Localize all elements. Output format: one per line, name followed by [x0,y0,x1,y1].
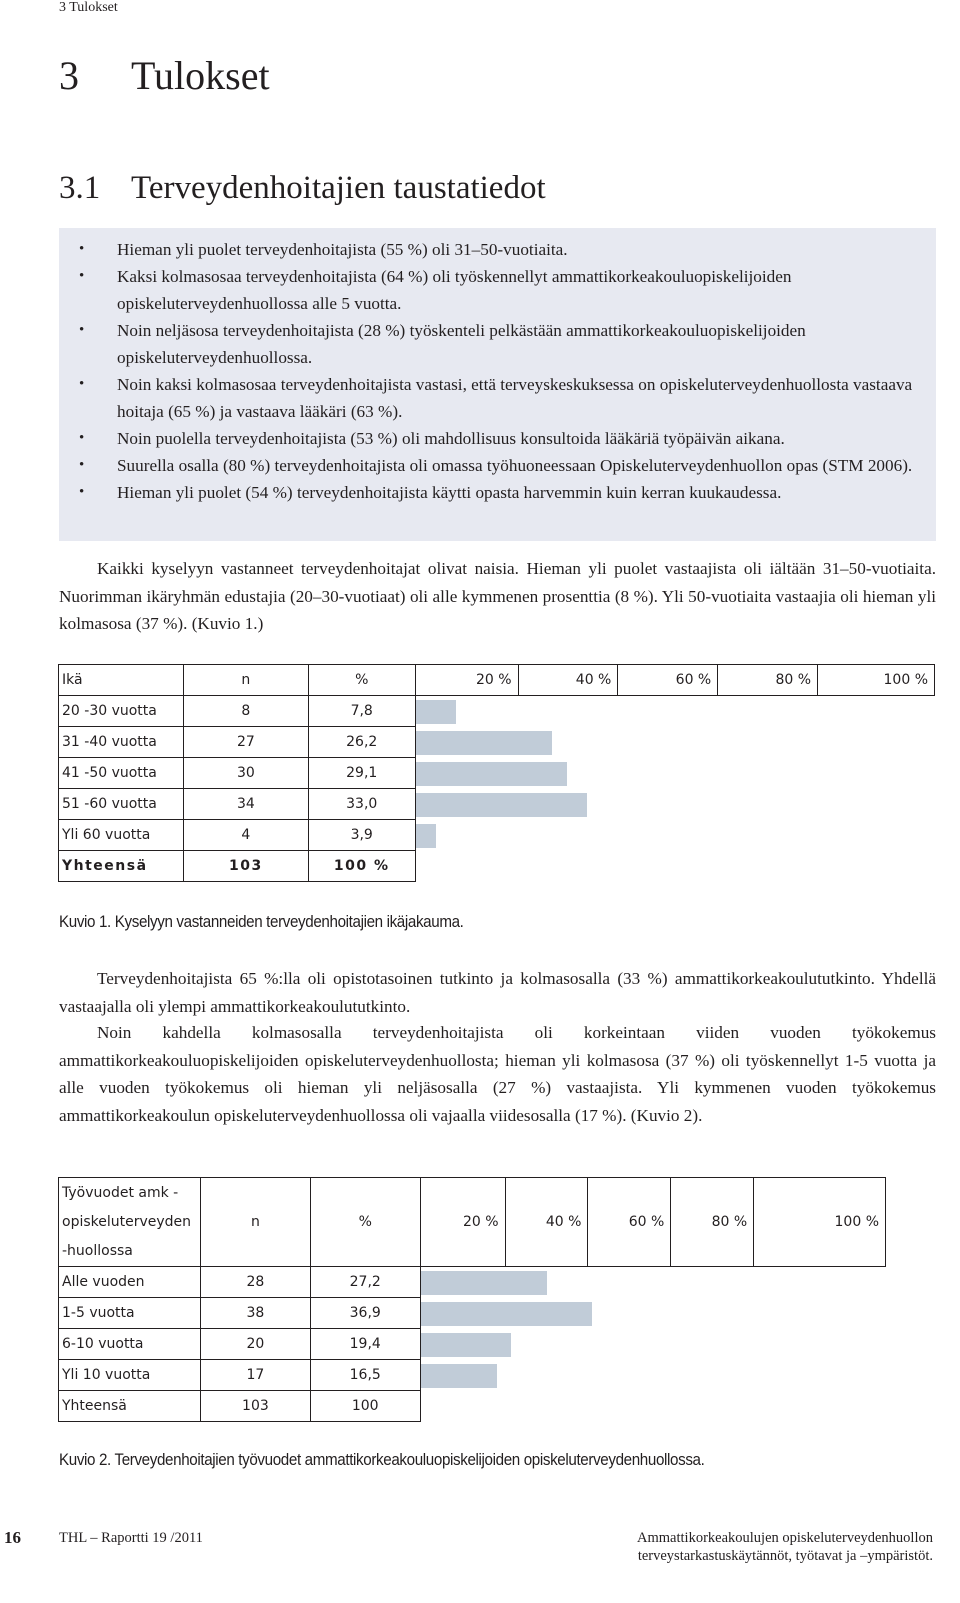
row-label: 51 -60 vuotta [59,789,184,820]
header-age: Ikä [59,665,184,696]
chapter-title-text: Tulokset [131,53,270,98]
header-scale-20: 20 % [420,1178,505,1267]
running-head: 3 Tulokset [59,0,118,15]
row-label: 6-10 vuotta [59,1329,201,1360]
bar-cell [420,1329,885,1360]
row-n: 34 [183,789,308,820]
row-label: 20 -30 vuotta [59,696,184,727]
header-scale-40: 40 % [518,665,618,696]
figure-1-header-row [59,665,935,696]
summary-item: • Noin kaksi kolmasosaa terveydenhoitajista vastasi, että terveyskeskuksessa on opiskeluterveydenhuollosta vastaava hoitaja (65 %) ja vastaava lääkäri (63 %). [59,371,920,425]
header-scale-80: 80 % [671,1178,754,1267]
bar [421,1271,547,1295]
table-row [59,820,935,851]
bar [416,731,552,755]
row-pct: 7,8 [308,696,415,727]
row-pct: 19,4 [310,1329,420,1360]
paragraph-3-text: Noin kahdella kolmasosalla terveydenhoitajista oli korkeintaan viiden vuoden työkokemus ammattikorkeakouluopiskelijoiden opiskeluterveydenhuollosta; hieman yli kolmasosa (37 %) oli työskennellyt 1-5 vuotta ja alle vuoden työkokemus oli hieman yli neljäsosalla (27 %) vastaajista. Yli kymmenen vuoden työkokemus ammattikorkeakoulun opiskeluterveydenhuollossa oli vajaalla viidesosalla (17 %). (Kuvio 2). [59,1023,936,1125]
bar [416,824,436,848]
total-label: Yhteensä [59,851,184,882]
summary-item: • Hieman yli puolet terveydenhoitajista (55 %) oli 31–50-vuotiaita. [59,236,920,263]
table-row [59,727,935,758]
bar [416,793,587,817]
bar-cell [415,758,934,789]
header-scale-80: 80 % [718,665,818,696]
table-row [59,789,935,820]
row-n: 17 [200,1360,310,1391]
footer-publication: THL – Raportti 19 /2011 [59,1530,203,1546]
row-pct: 16,5 [310,1360,420,1391]
row-n: 27 [183,727,308,758]
header-n: n [200,1178,310,1267]
row-label: 1-5 vuotta [59,1298,201,1329]
total-label: Yhteensä [59,1391,201,1422]
table-row [59,1329,886,1360]
figure-1-table [58,664,935,882]
bar-cell [415,789,934,820]
row-label: 41 -50 vuotta [59,758,184,789]
row-pct: 33,0 [308,789,415,820]
bar-cell [415,727,934,758]
section-title-text: Terveydenhoitajien taustatiedot [131,170,546,206]
header-scale-100: 100 % [754,1178,886,1267]
header-scale-60: 60 % [588,1178,671,1267]
summary-list [59,228,936,506]
total-n: 103 [200,1391,310,1422]
header-n: n [183,665,308,696]
paragraph-2-text: Terveydenhoitajista 65 %:lla oli opistotasoinen tutkinto ja kolmasosalla (33 %) ammattikorkeakoulututkinto. Yhdellä vastaajalla oli ylempi ammattikorkeakoulututkinto. [59,969,936,1016]
bar [421,1302,593,1326]
bar-cell [420,1298,885,1329]
row-label: Yli 10 vuotta [59,1360,201,1391]
bar [421,1364,498,1388]
figure-2-table [58,1177,886,1422]
bar-cell [415,696,934,727]
bar [416,700,456,724]
row-pct: 27,2 [310,1267,420,1298]
bar-cell [420,1360,885,1391]
footer-title [637,1529,933,1565]
row-n: 28 [200,1267,310,1298]
summary-item: • Hieman yli puolet (54 %) terveydenhoitajista käytti opasta harvemmin kuin kerran kuukaudessa. [59,479,920,506]
chapter-number: 3 [59,53,79,98]
table-row [59,1360,886,1391]
header-scale-100: 100 % [818,665,935,696]
table-total-row [59,1391,886,1422]
paragraph-3 [59,1019,936,1129]
row-n: 30 [183,758,308,789]
total-pct: 100 [310,1391,420,1422]
figure-2-header-row [59,1178,886,1267]
section-title [59,170,546,207]
row-n: 38 [200,1298,310,1329]
summary-item: • Suurella osalla (80 %) terveydenhoitajista oli omassa työhuoneessaan Opiskeluterveydenhuollon opas (STM 2006). [59,452,920,479]
row-n: 8 [183,696,308,727]
row-pct: 3,9 [308,820,415,851]
header-scale-60: 60 % [618,665,718,696]
paragraph-1-text: Kaikki kyselyyn vastanneet terveydenhoitajat olivat naisia. Hieman yli puolet vastaajista oli iältään 31–50-vuotiaita. Nuorimman ikäryhmän edustajia (20–30-vuotiaat) oli alle kymmenen prosenttia (8 %). Yli 50-vuotiaita vastaajia oli hieman yli kolmasosa (37 %). (Kuvio 1.) [59,559,936,633]
header-percent: % [310,1178,420,1267]
header-work-years: Työvuodet amk -opiskeluterveyden -huollossa [59,1178,201,1267]
table-row [59,758,935,789]
header-scale-20: 20 % [415,665,518,696]
page-number: 16 [4,1528,21,1547]
figure-1-caption: Kuvio 1. Kyselyyn vastanneiden terveydenhoitajien ikäjakauma. [59,913,464,931]
header-percent: % [308,665,415,696]
row-n: 20 [200,1329,310,1360]
row-pct: 26,2 [308,727,415,758]
figure-2-caption: Kuvio 2. Terveydenhoitajien työvuodet ammattikorkeakouluopiskelijoiden opiskeluterveydenhuollossa. [59,1451,705,1469]
table-total-row [59,851,935,882]
row-pct: 36,9 [310,1298,420,1329]
bar [421,1333,511,1357]
summary-item: • Noin puolella terveydenhoitajista (53 %) oli mahdollisuus konsultoida lääkäriä työpäivän aikana. [59,425,920,452]
total-n: 103 [183,851,308,882]
section-number: 3.1 [59,170,101,206]
bar-cell [420,1267,885,1298]
row-label: 31 -40 vuotta [59,727,184,758]
bar-cell [415,820,934,851]
header-scale-40: 40 % [505,1178,588,1267]
bar [416,762,567,786]
paragraph-2 [59,965,936,1020]
summary-box [59,228,936,541]
row-pct: 29,1 [308,758,415,789]
row-label: Yli 60 vuotta [59,820,184,851]
chapter-title [59,52,270,99]
table-row [59,1298,886,1329]
table-row [59,1267,886,1298]
row-n: 4 [183,820,308,851]
total-pct: 100 % [308,851,415,882]
paragraph-1 [59,555,936,638]
row-label: Alle vuoden [59,1267,201,1298]
summary-item: • Kaksi kolmasosaa terveydenhoitajista (64 %) oli työskennellyt ammattikorkeakouluopiskelijoiden opiskeluterveydenhuollossa alle 5 vuotta. [59,263,920,317]
summary-item: • Noin neljäsosa terveydenhoitajista (28 %) työskenteli pelkästään ammattikorkeakouluopiskelijoiden opiskeluterveydenhuollossa. [59,317,920,371]
table-row [59,696,935,727]
footer-title-line-2: terveystarkastuskäytännöt, työtavat ja –ympäristöt. [637,1548,933,1564]
footer-title-line-1: Ammattikorkeakoulujen opiskeluterveydenhuollon [637,1530,933,1546]
